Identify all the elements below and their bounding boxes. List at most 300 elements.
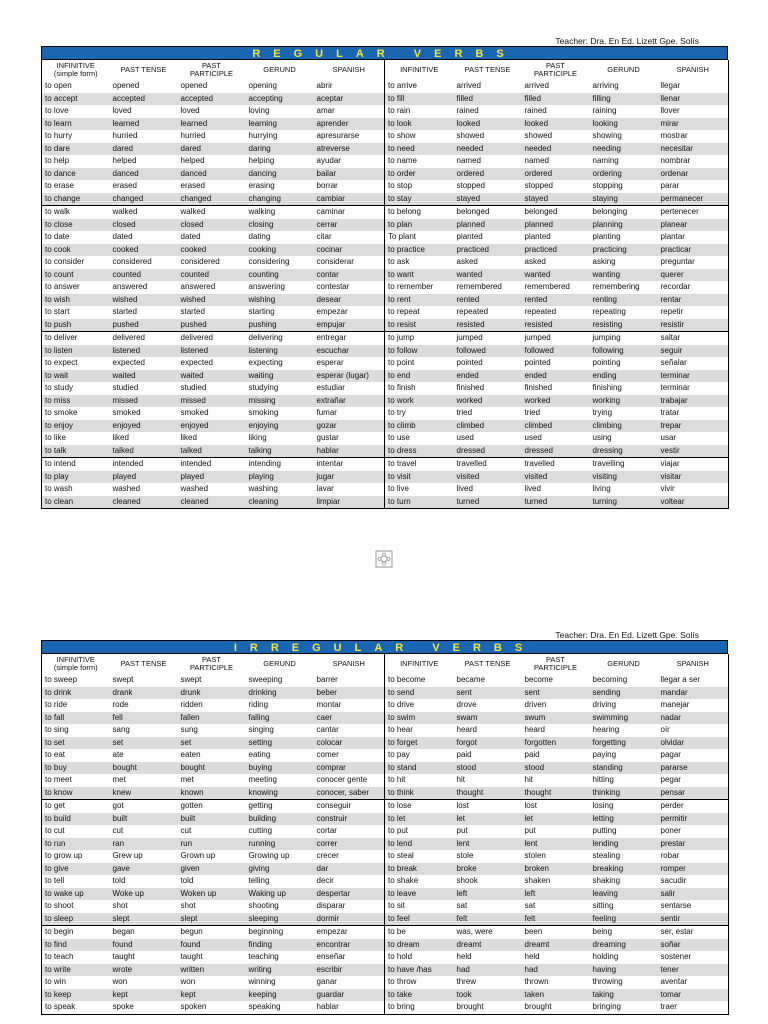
cell-past-participle: played xyxy=(178,471,246,484)
cell-infinitive: to hear xyxy=(385,724,454,737)
cell-spanish: seguir xyxy=(658,345,729,358)
cell-past-participle: stolen xyxy=(524,851,546,860)
cell-infinitive: to dream xyxy=(385,939,454,952)
cell-infinitive: to cut xyxy=(45,826,65,835)
cell-infinitive: to tell xyxy=(45,876,65,885)
cell-infinitive: to finish xyxy=(385,382,454,395)
cell-spanish: permitir xyxy=(658,813,729,826)
cell-gerund: working xyxy=(590,395,658,408)
cell-past-participle: kept xyxy=(178,989,246,1002)
cell-spanish: practicar xyxy=(658,244,729,257)
cell-gerund: starting xyxy=(248,307,275,316)
cell-spanish: extrañar xyxy=(314,395,385,408)
cell-past-tense: lived xyxy=(456,484,473,493)
cell-past-tense: dreamt xyxy=(454,939,522,952)
cell-gerund: running xyxy=(246,838,314,851)
cell-past-participle: travelled xyxy=(522,458,590,471)
cell-spanish: sacudir xyxy=(660,876,687,885)
cell-infinitive: to shoot xyxy=(45,901,74,910)
table-row xyxy=(42,155,729,168)
cell-past-tense: looked xyxy=(454,118,522,131)
cell-past-participle: belonged xyxy=(522,206,590,219)
col-header-spanish: SPANISH xyxy=(314,654,385,674)
cell-gerund: dressing xyxy=(590,445,658,458)
cell-infinitive: to walk xyxy=(42,206,110,219)
cell-gerund: learning xyxy=(246,118,314,131)
cell-infinitive: to keep xyxy=(42,989,110,1002)
cell-past-tense: intended xyxy=(110,458,178,471)
cell-past-tense: set xyxy=(110,737,178,750)
cell-infinitive: to feel xyxy=(385,913,454,926)
cell-infinitive: to push xyxy=(42,319,110,332)
cell-spanish: mandar xyxy=(658,687,729,700)
table-row xyxy=(42,712,729,725)
cell-gerund: waiting xyxy=(246,370,314,383)
cell-spanish: necesitar xyxy=(658,143,729,156)
cell-gerund: finishing xyxy=(592,383,622,392)
cell-spanish: soñar xyxy=(658,939,729,952)
cell-gerund: resisting xyxy=(590,319,658,332)
cell-gerund: setting xyxy=(246,737,314,750)
cell-spanish: ser, estar xyxy=(658,926,729,939)
cell-past-participle: lent xyxy=(522,838,590,851)
cell-past-tense: walked xyxy=(110,206,178,219)
cell-infinitive: to talk xyxy=(42,445,110,458)
cell-past-tense: got xyxy=(110,800,178,813)
cell-spanish: planear xyxy=(658,219,729,232)
col-header-past-participle: PAST PARTICIPLE xyxy=(522,654,590,674)
cell-spanish: sentarse xyxy=(660,901,692,910)
cell-past-tense: became xyxy=(456,675,485,684)
cell-spanish: preguntar xyxy=(660,257,695,266)
cell-past-participle: asked xyxy=(524,257,546,266)
cell-spanish: estudiar xyxy=(316,383,345,392)
cell-infinitive: to clean xyxy=(42,496,110,509)
cell-past-participle: accepted xyxy=(178,93,246,106)
cell-gerund: becoming xyxy=(592,675,628,684)
cell-infinitive: to think xyxy=(385,787,454,800)
cell-gerund: feeling xyxy=(590,913,658,926)
cell-spanish: atreverse xyxy=(314,143,385,156)
cell-infinitive: to need xyxy=(385,143,454,156)
cell-past-participle: erased xyxy=(180,181,205,190)
cell-past-tense: considered xyxy=(112,257,152,266)
cell-gerund: cutting xyxy=(248,826,273,835)
cell-past-tense: showed xyxy=(456,131,485,140)
cell-past-tense: spoke xyxy=(112,1002,134,1011)
cell-past-tense: drank xyxy=(110,687,178,700)
cell-past-tense: learned xyxy=(110,118,178,131)
cell-gerund: filling xyxy=(590,93,658,106)
cell-past-participle: listened xyxy=(178,345,246,358)
cell-past-participle: filled xyxy=(522,93,590,106)
cell-past-participle: eaten xyxy=(180,750,201,759)
cell-gerund: asking xyxy=(592,257,616,266)
cell-past-tense: was, were xyxy=(454,926,522,939)
table-row xyxy=(42,231,729,244)
cell-infinitive: to visit xyxy=(385,471,454,484)
col-header-infinitive: INFINITIVE (simple form) xyxy=(42,60,110,80)
cell-past-tense: ended xyxy=(454,370,522,383)
table-row xyxy=(42,749,729,762)
table-row xyxy=(42,888,729,901)
cell-gerund: shooting xyxy=(248,901,279,910)
table-row xyxy=(42,976,729,989)
cell-gerund: eating xyxy=(248,750,271,759)
cell-past-participle: finished xyxy=(524,383,553,392)
cell-spanish: apresurarse xyxy=(316,131,360,140)
cell-past-tense: hurried xyxy=(112,131,138,140)
cell-gerund: knowing xyxy=(246,787,314,800)
cell-spanish: cocinar xyxy=(314,244,385,257)
cell-gerund: speaking xyxy=(248,1002,281,1011)
cell-gerund: showing xyxy=(592,131,622,140)
cell-gerund: playing xyxy=(246,471,314,484)
col-header-past-tense: PAST TENSE xyxy=(110,60,178,80)
cell-spanish: citar xyxy=(316,232,332,241)
cell-infinitive: to arrive xyxy=(385,80,454,93)
cell-past-participle: broken xyxy=(522,863,590,876)
table-row xyxy=(42,370,729,383)
cell-past-tense: tried xyxy=(456,408,473,417)
cell-past-tense: listened xyxy=(110,345,178,358)
cell-infinitive: to erase xyxy=(45,181,74,190)
cell-gerund: needing xyxy=(590,143,658,156)
cell-past-participle: Grown up xyxy=(180,851,216,860)
cell-gerund: opening xyxy=(248,81,277,90)
table-row xyxy=(42,1001,729,1014)
cell-infinitive: to intend xyxy=(42,458,110,471)
cell-infinitive: to miss xyxy=(42,395,110,408)
table-row xyxy=(42,80,729,93)
cell-spanish: pegar xyxy=(660,775,681,784)
cell-gerund: Growing up xyxy=(248,851,290,860)
cell-infinitive: to dance xyxy=(42,168,110,181)
cell-gerund: liking xyxy=(248,433,267,442)
cell-past-participle: worked xyxy=(522,395,590,408)
cell-gerund: finding xyxy=(246,939,314,952)
cell-past-tense: sent xyxy=(454,687,522,700)
cell-spanish: resistir xyxy=(658,319,729,332)
cell-infinitive: to eat xyxy=(45,750,66,759)
cell-gerund: paying xyxy=(592,750,617,759)
cell-gerund: falling xyxy=(246,712,314,725)
cell-past-participle: stayed xyxy=(522,193,590,206)
cell-past-participle: dated xyxy=(180,232,201,241)
table-row xyxy=(42,130,729,143)
cell-gerund: sweeping xyxy=(248,675,283,684)
cell-past-tense: expected xyxy=(112,358,145,367)
cell-past-tense: put xyxy=(456,826,468,835)
cell-past-tense: stopped xyxy=(456,181,485,190)
cell-past-tense: threw xyxy=(456,977,477,986)
table-row xyxy=(42,964,729,977)
cell-infinitive: to pay xyxy=(385,749,454,762)
cell-infinitive: to fill xyxy=(385,93,454,106)
col-header-past-participle: PAST PARTICIPLE xyxy=(522,60,590,80)
table-row xyxy=(42,496,729,509)
cell-past-participle: delivered xyxy=(178,332,246,345)
cell-past-tense: left xyxy=(454,888,522,901)
cell-past-participle: drunk xyxy=(178,687,246,700)
cell-infinitive: to dare xyxy=(42,143,110,156)
cell-past-participle: showed xyxy=(524,131,553,140)
irregular-verbs-title: IRREGULAR VERBS xyxy=(41,640,728,654)
cell-past-participle: stood xyxy=(522,762,590,775)
cell-past-participle: had xyxy=(522,964,590,977)
cell-spanish: montar xyxy=(316,700,342,709)
cell-past-tense: rented xyxy=(454,294,522,307)
cell-spanish: rentar xyxy=(658,294,729,307)
table-row xyxy=(42,875,729,888)
cell-infinitive: to swim xyxy=(385,712,454,725)
cell-past-participle: thought xyxy=(522,787,590,800)
cell-gerund: following xyxy=(590,345,658,358)
cell-past-tense: stood xyxy=(454,762,522,775)
cell-spanish: esperar xyxy=(316,358,344,367)
cell-spanish: hablar xyxy=(316,1002,339,1011)
cell-infinitive: to close xyxy=(42,219,110,232)
cell-infinitive: to speak xyxy=(45,1002,76,1011)
cell-spanish: gozar xyxy=(314,420,385,433)
cell-spanish: aceptar xyxy=(314,93,385,106)
cell-infinitive: to find xyxy=(42,939,110,952)
cell-infinitive: to remember xyxy=(385,281,454,294)
cell-past-tense: counted xyxy=(110,269,178,282)
table-row xyxy=(42,432,729,445)
cell-past-tense: knew xyxy=(110,787,178,800)
cell-gerund: practicing xyxy=(590,244,658,257)
cell-infinitive: to throw xyxy=(385,976,454,989)
cell-past-tense: began xyxy=(110,926,178,939)
regular-verbs-sheet xyxy=(41,36,728,509)
cell-spanish: considerar xyxy=(316,257,354,266)
table-row xyxy=(42,319,729,332)
cell-past-participle: counted xyxy=(178,269,246,282)
cell-past-tense: slept xyxy=(110,913,178,926)
cell-spanish: crecer xyxy=(316,851,339,860)
cell-spanish: tratar xyxy=(660,408,680,417)
cell-past-tense: waited xyxy=(110,370,178,383)
cell-spanish: nadar xyxy=(658,712,729,725)
cell-gerund: looking xyxy=(590,118,658,131)
cell-spanish: cambiar xyxy=(314,193,385,206)
cell-past-tense: erased xyxy=(112,181,137,190)
cell-past-participle: fallen xyxy=(178,712,246,725)
cell-gerund: using xyxy=(592,433,612,442)
cell-infinitive: to stop xyxy=(385,180,454,193)
table-header-row xyxy=(42,654,729,674)
table-row xyxy=(42,420,729,433)
cell-spanish: llover xyxy=(660,106,680,115)
cell-gerund: remembering xyxy=(592,282,640,291)
table-row xyxy=(42,951,729,964)
cell-gerund: staying xyxy=(590,193,658,206)
cell-past-tense: hit xyxy=(456,775,465,784)
table-row xyxy=(42,838,729,851)
cell-past-participle: tried xyxy=(524,408,541,417)
cell-infinitive: to resist xyxy=(385,319,454,332)
cell-past-participle: remembered xyxy=(524,282,570,291)
cell-infinitive: to expect xyxy=(45,358,78,367)
cell-gerund: driving xyxy=(592,700,617,709)
cell-past-participle: considered xyxy=(180,257,220,266)
table-row xyxy=(42,206,729,219)
cell-infinitive: to wash xyxy=(45,484,73,493)
cell-past-participle: stopped xyxy=(524,181,553,190)
cell-past-participle: closed xyxy=(178,219,246,232)
cell-gerund: sitting xyxy=(592,901,614,910)
cell-infinitive: to turn xyxy=(385,496,454,509)
cell-past-participle: taken xyxy=(522,989,590,1002)
cell-past-tense: felt xyxy=(454,913,522,926)
cell-spanish: olvidar xyxy=(658,737,729,750)
cell-infinitive: to begin xyxy=(42,926,110,939)
cell-past-tense: had xyxy=(454,964,522,977)
col-header-gerund: GERUND xyxy=(590,60,658,80)
cell-gerund: meeting xyxy=(248,775,277,784)
cell-gerund: taking xyxy=(590,989,658,1002)
table-row xyxy=(42,332,729,345)
cell-infinitive: to sweep xyxy=(45,675,78,684)
cell-past-tense: played xyxy=(110,471,178,484)
table-row xyxy=(42,724,729,737)
cell-spanish: cortar xyxy=(316,826,337,835)
cell-spanish: comer xyxy=(316,750,339,759)
cell-gerund: raining xyxy=(592,106,617,115)
cell-spanish: plantar xyxy=(660,232,685,241)
cell-gerund: naming xyxy=(592,156,619,165)
decorative-flower-icon xyxy=(374,549,394,569)
cell-infinitive: to rent xyxy=(385,294,454,307)
cell-gerund: telling xyxy=(248,876,270,885)
cell-past-tense: fell xyxy=(110,712,178,725)
cell-infinitive: to drive xyxy=(385,699,454,712)
cell-gerund: daring xyxy=(246,143,314,156)
cell-infinitive: to enjoy xyxy=(42,420,110,433)
regular-verbs-table xyxy=(41,60,729,509)
cell-spanish: salir xyxy=(658,888,729,901)
cell-infinitive: to run xyxy=(42,838,110,851)
cell-past-tense: told xyxy=(112,876,126,885)
cell-past-tense: rode xyxy=(112,700,129,709)
cell-spanish: vivir xyxy=(660,484,675,493)
table-row xyxy=(42,674,729,687)
cell-spanish: aventar xyxy=(660,977,688,986)
cell-past-tense: smoked xyxy=(112,408,141,417)
irregular-verbs-body xyxy=(42,674,729,1014)
cell-spanish: voltear xyxy=(658,496,729,509)
cell-gerund: shaking xyxy=(592,876,621,885)
cell-spanish: guardar xyxy=(314,989,385,1002)
cell-past-participle: smoked xyxy=(180,408,209,417)
cell-infinitive: to help xyxy=(45,156,70,165)
table-row xyxy=(42,168,729,181)
cell-gerund: thinking xyxy=(590,787,658,800)
cell-infinitive: to lose xyxy=(385,800,454,813)
cell-gerund: trying xyxy=(592,408,613,417)
cell-gerund: washing xyxy=(248,484,278,493)
cell-spanish: terminar xyxy=(660,383,690,392)
cell-past-tense: let xyxy=(454,813,522,826)
table-row xyxy=(42,458,729,471)
cell-infinitive: to look xyxy=(385,118,454,131)
cell-gerund: winning xyxy=(248,977,276,986)
table-row xyxy=(42,294,729,307)
cell-past-participle: known xyxy=(178,787,246,800)
cell-spanish: colocar xyxy=(314,737,385,750)
cell-gerund: being xyxy=(590,926,658,939)
cell-past-tense: shook xyxy=(456,876,478,885)
cell-past-participle: turned xyxy=(522,496,590,509)
cell-spanish: querer xyxy=(658,269,729,282)
cell-past-participle: cleaned xyxy=(178,496,246,509)
col-header-gerund: GERUND xyxy=(246,654,314,674)
cell-gerund: studying xyxy=(248,383,279,392)
cell-infinitive: to sing xyxy=(45,725,69,734)
cell-spanish: enseñar xyxy=(316,952,346,961)
cell-gerund: throwing xyxy=(592,977,623,986)
cell-gerund: visiting xyxy=(590,471,658,484)
cell-gerund: keeping xyxy=(246,989,314,1002)
cell-infinitive: to grow up xyxy=(45,851,83,860)
cell-past-tense: Woke up xyxy=(110,888,178,901)
cell-past-tense: kept xyxy=(110,989,178,1002)
cell-spanish: nombrar xyxy=(660,156,691,165)
table-row xyxy=(42,913,729,926)
cell-past-participle: dressed xyxy=(522,445,590,458)
cell-spanish: traer xyxy=(660,1002,677,1011)
col-header-spanish: SPANISH xyxy=(658,60,729,80)
cell-infinitive: to wish xyxy=(42,294,110,307)
cell-gerund: helping xyxy=(248,156,275,165)
cell-spanish: caer xyxy=(314,712,385,725)
cell-past-participle: swept xyxy=(180,675,202,684)
cell-past-participle: brought xyxy=(524,1002,552,1011)
table-row xyxy=(42,256,729,269)
cell-past-participle: ordered xyxy=(522,168,590,181)
cell-infinitive: to work xyxy=(385,395,454,408)
cell-spanish: trabajar xyxy=(658,395,729,408)
cell-spanish: despertar xyxy=(314,888,385,901)
cell-past-participle: dreamt xyxy=(522,939,590,952)
cell-past-participle: planned xyxy=(522,219,590,232)
cell-infinitive: to have /has xyxy=(385,964,454,977)
cell-past-participle: Woken up xyxy=(178,888,246,901)
cell-infinitive: to repeat xyxy=(385,306,454,319)
cell-past-tense: started xyxy=(112,307,137,316)
table-row xyxy=(42,483,729,496)
cell-gerund: standing xyxy=(590,762,658,775)
col-header-past-participle: PAST PARTICIPLE xyxy=(178,654,246,674)
cell-past-participle: bought xyxy=(178,762,246,775)
cell-gerund: giving xyxy=(246,863,314,876)
table-row xyxy=(42,762,729,775)
cell-past-tense: brought xyxy=(456,1002,484,1011)
cell-spanish: permanecer xyxy=(658,193,729,206)
cell-past-participle: paid xyxy=(524,750,540,759)
cell-past-participle: practiced xyxy=(522,244,590,257)
cell-past-participle: rained xyxy=(524,106,547,115)
cell-spanish: esperar (lugar) xyxy=(314,370,385,383)
cell-past-participle: let xyxy=(522,813,590,826)
cell-past-participle: started xyxy=(180,307,205,316)
cell-gerund: swimming xyxy=(590,712,658,725)
cell-gerund: sleeping xyxy=(246,913,314,926)
cell-gerund: turning xyxy=(590,496,658,509)
cell-infinitive: to use xyxy=(385,432,454,445)
col-header-infinitive: INFINITIVE xyxy=(385,60,454,80)
